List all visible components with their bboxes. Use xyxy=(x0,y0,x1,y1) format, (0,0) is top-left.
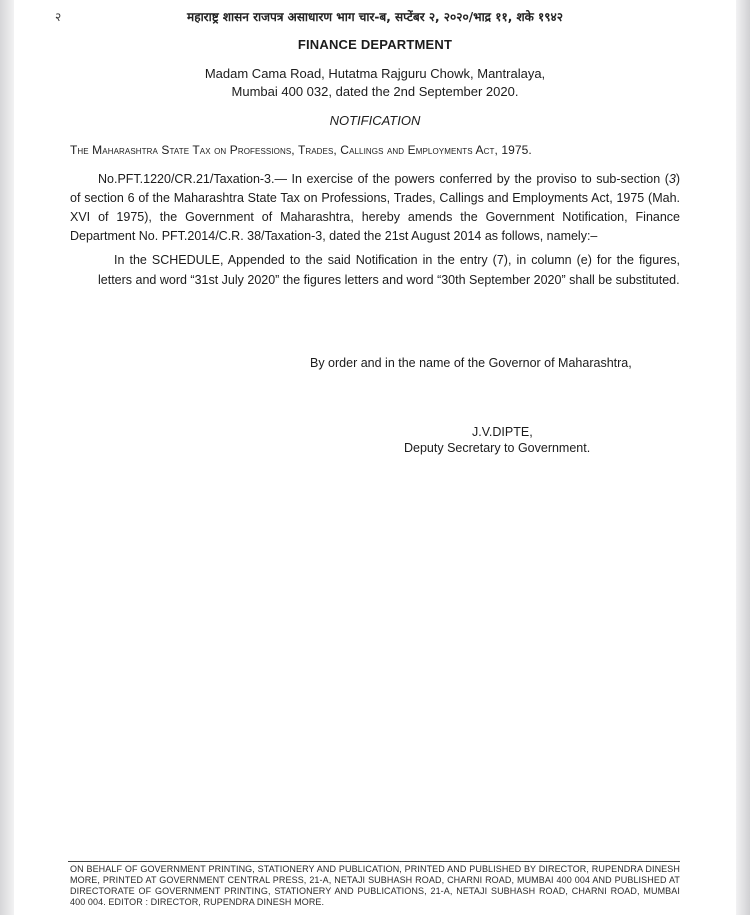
para1-rest: ) of section 6 of the Maharashtra State Tax on Professions, Trades, Callings and Employments Act, 1975 (Mah. XVI of 1975), the Government of Maharashtra, hereby amends the Government Notification, Finance Department No. PFT.2014/C.R. 38/Taxation-3, dated the 21st August 2014 as follows, namely:– xyxy=(70,172,680,243)
para1-lead: No.PFT.1220/CR.21/Taxation-3.— In exercise of the powers conferred by the proviso to sub-section ( xyxy=(98,172,669,186)
printer-imprint: ON BEHALF OF GOVERNMENT PRINTING, STATIONERY AND PUBLICATION, PRINTED AND PUBLISHED BY DIRECTOR, RUPENDRA DINESH MORE, PRINTED AT GOVERNMENT CENTRAL PRESS, 21-A, NETAJI SUBHASH ROAD, CHARNI ROAD, MUMBAI 400 004 AND PUBLISHED AT DIRECTORATE OF GOVERNMENT PRINTING, STATIONERY AND PUBLICATIONS, 21-A, NETAJI SUBHASH ROAD, CHARNI ROAD, MUMBAI 400 004. EDITOR : DIRECTOR, RUPENDRA DINESH MORE. xyxy=(70,864,680,907)
department-heading: FINANCE DEPARTMENT xyxy=(297,37,453,52)
running-head xyxy=(0,8,750,25)
para1-subsection: 3 xyxy=(668,172,676,186)
notification-paragraph-1 xyxy=(70,170,680,246)
footer-divider xyxy=(68,861,680,862)
signatory-title: Deputy Secretary to Government. xyxy=(404,441,591,455)
address-line-2: Mumbai 400 032, dated the 2nd September 2020. xyxy=(231,84,519,99)
address-line-1: Madam Cama Road, Hutatma Rajguru Chowk, Mantralaya, xyxy=(204,66,546,81)
para2-text: In the SCHEDULE, Appended to the said Notification in the entry (7), in column (e) for the figures, letters and word “31st July 2020” the figures letters and word “30th September 2020” shall be substituted. xyxy=(98,253,680,287)
signatory-name: J.V.DIPTE, xyxy=(472,425,533,439)
page-edge-right xyxy=(736,0,750,915)
gazette-page xyxy=(14,0,736,915)
page-edge-left xyxy=(0,0,14,915)
act-title: The Maharashtra State Tax on Professions, Trades, Callings and Employments Act, 1975. xyxy=(70,143,532,157)
page-number: २ xyxy=(55,10,62,24)
notification-heading: NOTIFICATION xyxy=(329,113,421,128)
running-head-text: महाराष्ट्र शासन राजपत्र असाधारण भाग चार-ब, सप्टेंबर २, २०२०/भाद्र ११, शके १९४२ xyxy=(187,10,563,24)
notification-paragraph-2 xyxy=(98,251,680,290)
order-line: By order and in the name of the Governor of Maharashtra, xyxy=(310,356,632,370)
